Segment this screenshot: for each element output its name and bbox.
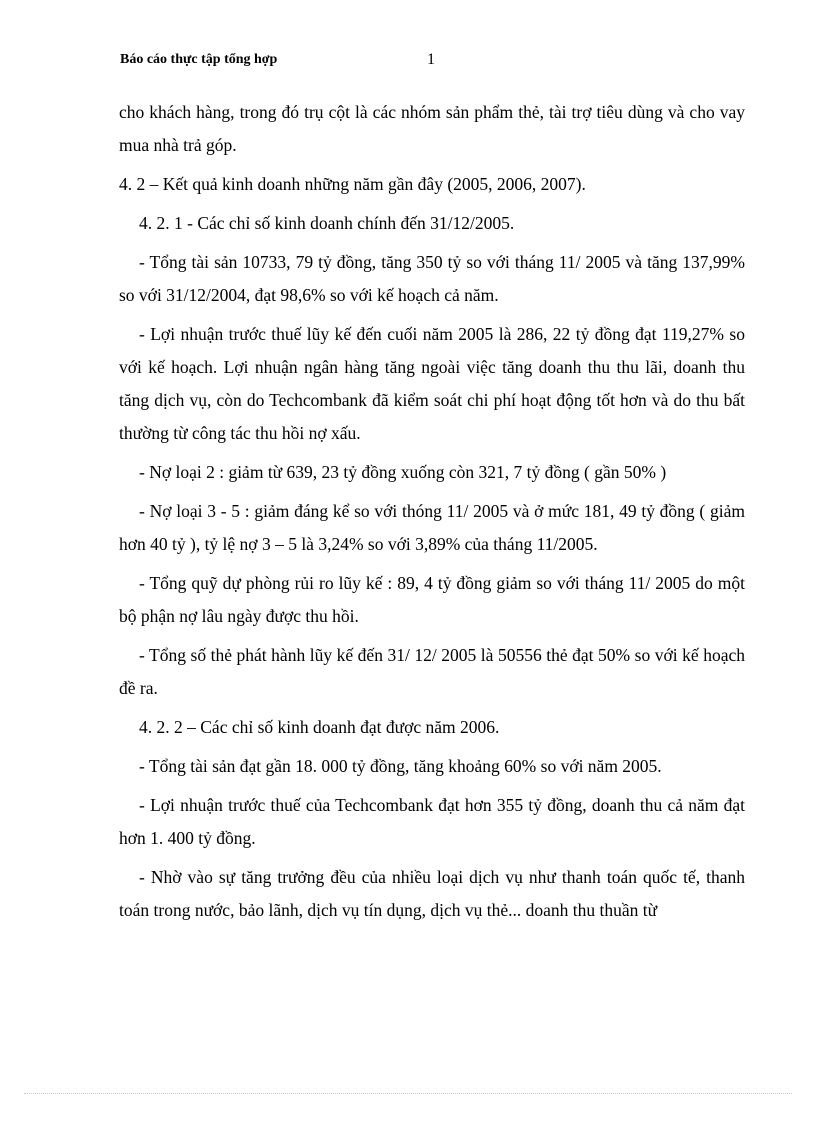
page-header	[120, 52, 700, 74]
paragraph-services-growth: - Nhờ vào sự tăng trưởng đều của nhiều loại dịch vụ như thanh toán quốc tế, thanh toán trong nước, bảo lãnh, dịch vụ tín dụng, dịch vụ thẻ... doanh thu thuần từ	[119, 867, 745, 920]
document-body	[119, 96, 745, 933]
paragraph-profit-2005: - Lợi nhuận trước thuế lũy kế đến cuối năm 2005 là 286, 22 tỷ đồng đạt 119,27% so với kế hoạch. Lợi nhuận ngân hàng tăng ngoài việc tăng doanh thu thu lãi, doanh thu tăng dịch vụ, còn do Techcombank đã kiểm soát chi phí hoạt động tốt hơn và do thu bất thường từ công tác thu hồi nợ xấu.	[119, 324, 745, 443]
paragraph-total-assets-2005: - Tổng tài sản 10733, 79 tỷ đồng, tăng 350 tỷ so với tháng 11/ 2005 và tăng 137,99% so với 31/12/2004, đạt 98,6% so với kế hoạch cả năm.	[119, 252, 745, 305]
paragraph-continuation: cho khách hàng, trong đó trụ cột là các nhóm sản phẩm thẻ, tài trợ tiêu dùng và cho vay mua nhà trả góp.	[119, 102, 745, 155]
paragraph-cards-issued: - Tổng số thẻ phát hành lũy kế đến 31/ 12/ 2005 là 50556 thẻ đạt 50% so với kế hoạch đề ra.	[119, 645, 745, 698]
section-heading-4-2: 4. 2 – Kết quả kinh doanh những năm gần đây (2005, 2006, 2007).	[119, 174, 586, 194]
page-bottom-divider	[24, 1093, 792, 1094]
report-title: Báo cáo thực tập tổng hợp	[120, 52, 278, 67]
paragraph-total-assets-2006: - Tổng tài sản đạt gần 18. 000 tỷ đồng, tăng khoảng 60% so với năm 2005.	[139, 756, 662, 776]
paragraph-risk-provision: - Tổng quỹ dự phòng rủi ro lũy kế : 89, 4 tỷ đồng giảm so với tháng 11/ 2005 do một bộ phận nợ lâu ngày được thu hồi.	[119, 573, 745, 626]
subsection-heading-4-2-1: 4. 2. 1 - Các chỉ số kinh doanh chính đến 31/12/2005.	[139, 213, 515, 233]
page-number: 1	[427, 51, 435, 68]
paragraph-profit-2006: - Lợi nhuận trước thuế của Techcombank đạt hơn 355 tỷ đồng, doanh thu cả năm đạt hơn 1. 400 tỷ đồng.	[119, 795, 745, 848]
subsection-heading-4-2-2: 4. 2. 2 – Các chỉ số kinh doanh đạt được năm 2006.	[139, 717, 500, 737]
paragraph-debt-group-3-5: - Nợ loại 3 - 5 : giảm đáng kể so với thóng 11/ 2005 và ở mức 181, 49 tỷ đồng ( giảm hơn 40 tỷ ), tỷ lệ nợ 3 – 5 là 3,24% so với 3,89% của tháng 11/2005.	[119, 501, 745, 554]
paragraph-debt-group-2: - Nợ loại 2 : giảm từ 639, 23 tỷ đồng xuống còn 321, 7 tỷ đồng ( gần 50% )	[139, 462, 667, 482]
